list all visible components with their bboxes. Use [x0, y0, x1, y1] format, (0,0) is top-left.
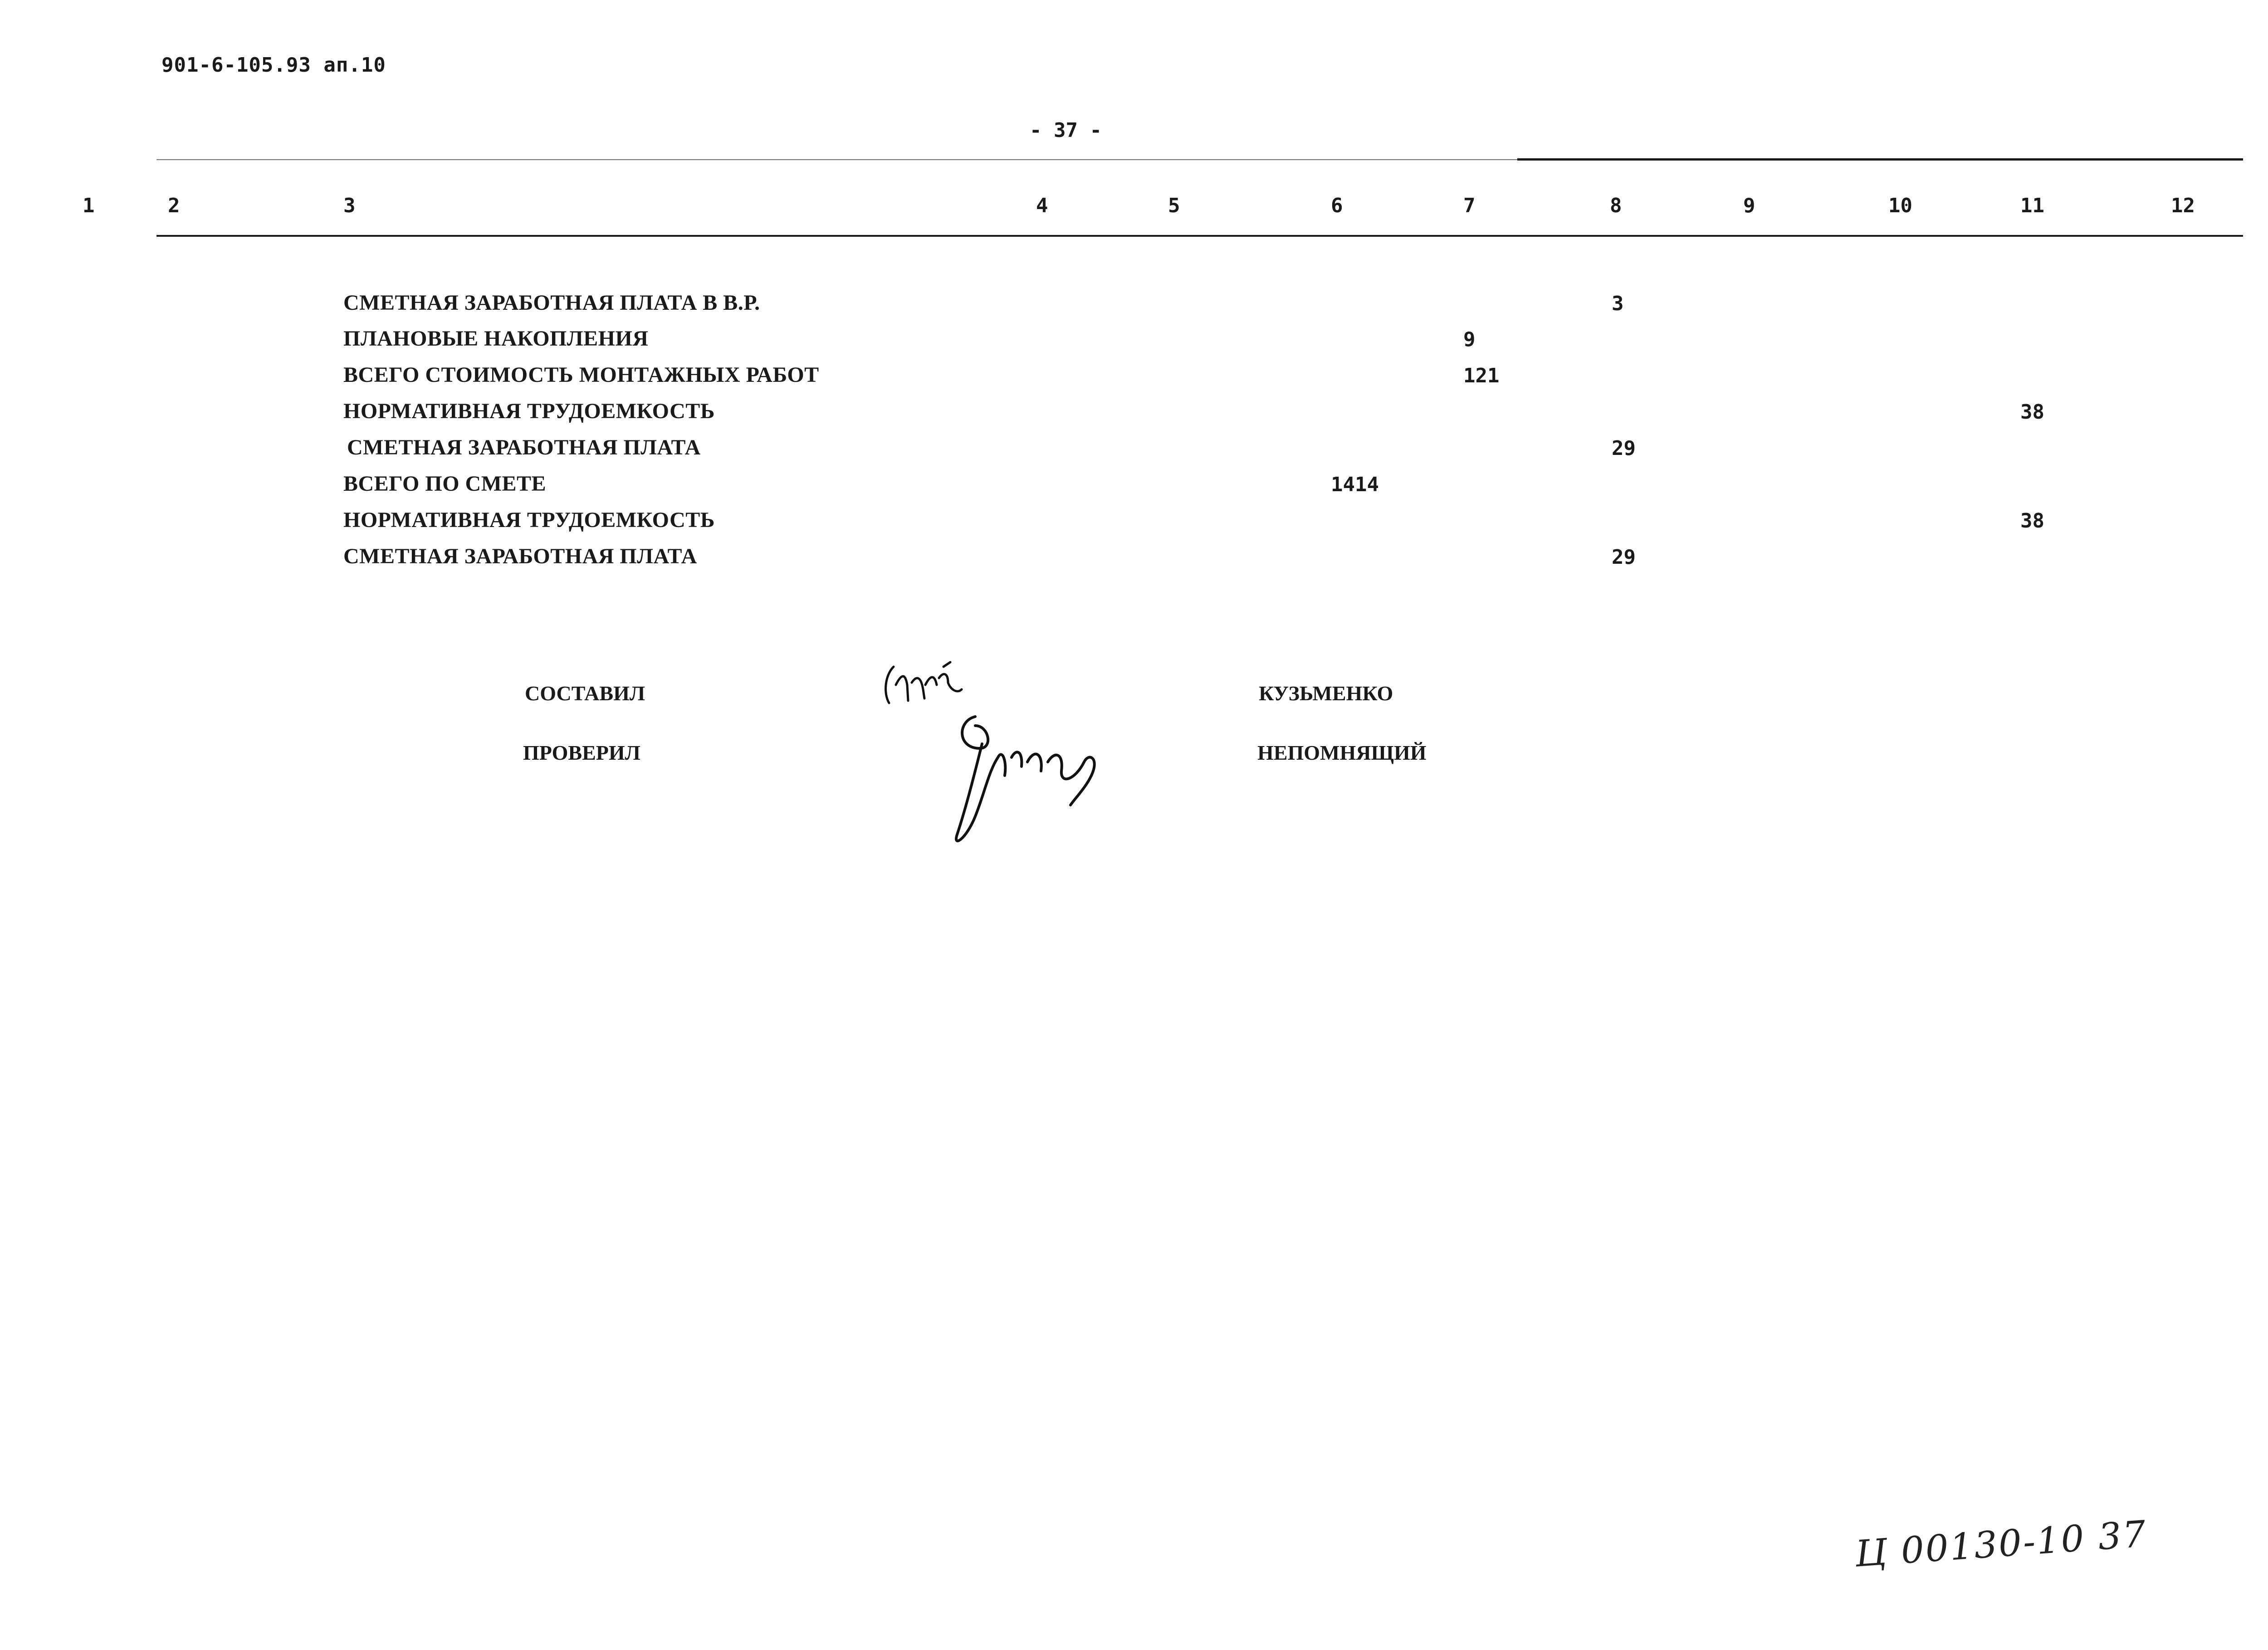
column-number-8: 8 — [1610, 194, 1622, 217]
row-value: 3 — [1612, 292, 1624, 315]
column-number-3: 3 — [343, 194, 356, 217]
row-value: 1414 — [1331, 473, 1379, 496]
checked-by-name: НЕПОМНЯЩИЙ — [1257, 741, 1427, 764]
checked-by-label: ПРОВЕРИЛ — [523, 741, 640, 764]
column-number-4: 4 — [1036, 194, 1048, 217]
compiled-by-name: КУЗЬМЕНКО — [1259, 682, 1393, 705]
row-label: СМЕТНАЯ ЗАРАБОТНАЯ ПЛАТА В В.Р. — [343, 291, 760, 315]
archive-stamp: Ц 00130-10 37 — [1853, 1513, 2149, 1575]
column-number-12: 12 — [2171, 194, 2195, 217]
column-number-11: 11 — [2020, 194, 2044, 217]
column-number-5: 5 — [1168, 194, 1180, 217]
row-value: 38 — [2020, 509, 2044, 532]
table-header-rule — [156, 235, 2243, 237]
compiled-by-label: СОСТАВИЛ — [525, 682, 645, 705]
column-number-10: 10 — [1888, 194, 1912, 217]
table-top-rule — [1517, 158, 2243, 161]
row-label: ВСЕГО ПО СМЕТЕ — [343, 472, 547, 496]
row-label: ВСЕГО СТОИМОСТЬ МОНТАЖНЫХ РАБОТ — [343, 363, 819, 387]
table-top-rule-thin — [156, 159, 1517, 160]
column-number-7: 7 — [1463, 194, 1476, 217]
row-label: НОРМАТИВНАЯ ТРУДОЕМКОСТЬ — [343, 508, 715, 532]
row-value: 9 — [1463, 328, 1476, 351]
column-number-6: 6 — [1331, 194, 1343, 217]
row-value: 29 — [1612, 546, 1636, 569]
page-number: - 37 - — [1030, 119, 1102, 142]
row-label: СМЕТНАЯ ЗАРАБОТНАЯ ПЛАТА — [347, 435, 701, 459]
row-value: 121 — [1463, 364, 1500, 387]
row-label: ПЛАНОВЫЕ НАКОПЛЕНИЯ — [343, 327, 649, 351]
row-label: НОРМАТИВНАЯ ТРУДОЕМКОСТЬ — [343, 399, 715, 423]
row-label: СМЕТНАЯ ЗАРАБОТНАЯ ПЛАТА — [343, 544, 697, 568]
row-value: 29 — [1612, 437, 1636, 460]
column-number-1: 1 — [83, 194, 95, 217]
document-code: 901-6-105.93 ап.10 — [161, 54, 386, 77]
checked-signature — [939, 708, 1139, 853]
column-number-2: 2 — [168, 194, 180, 217]
row-value: 38 — [2020, 400, 2044, 424]
column-number-9: 9 — [1743, 194, 1755, 217]
